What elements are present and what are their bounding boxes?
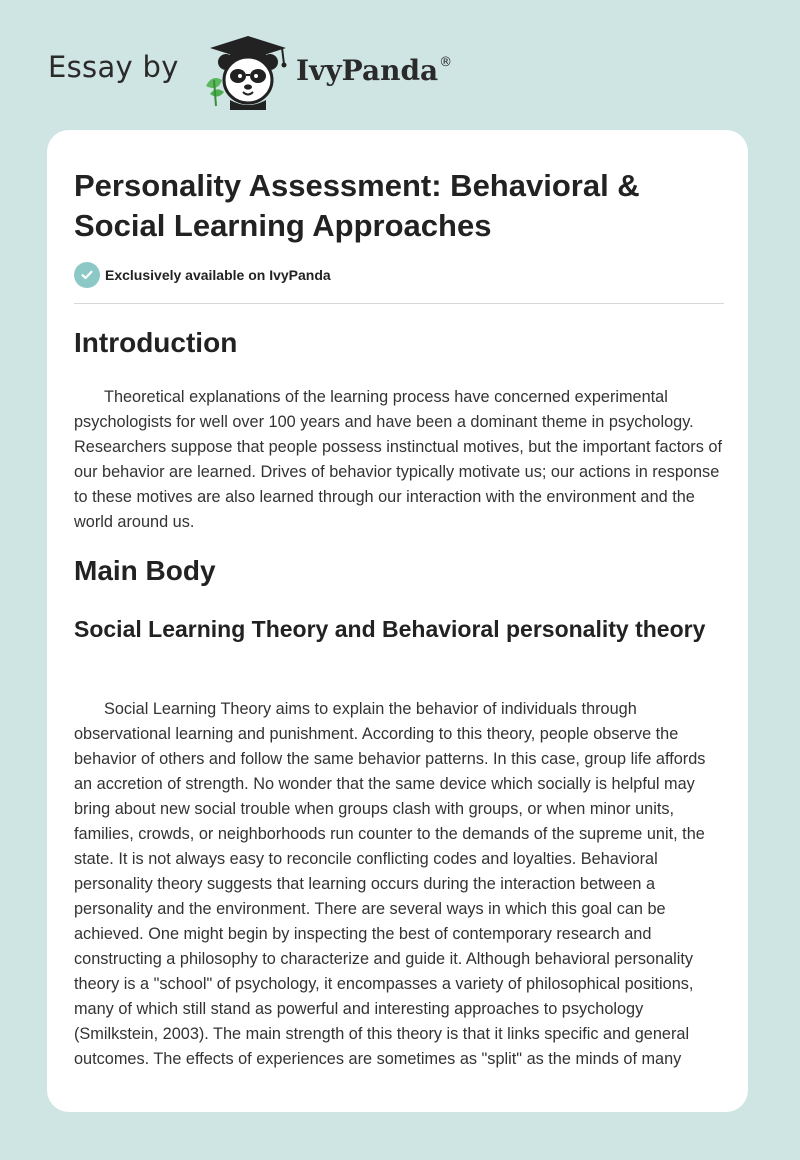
intro-paragraph: Theoretical explanations of the learning process have concerned experimental psychologists for well over 100 years and have been a dominant theme in psychology. Researchers suppose that people possess instinctual motives, but the important factors of our behavior are learned. Drives of behavior typically motivate us; our actions in response to these motives are also learned through our interaction with the environment and the world around us. [74,388,722,531]
section-heading-main-body: Main Body [74,555,216,586]
essay-by-label: Essay by [48,50,179,84]
check-circle-icon [74,262,100,288]
article-title: Personality Assessment: Behavioral & Social Learning Approaches [74,168,640,243]
section-heading-introduction: Introduction [74,327,238,358]
brand-text: IvyPanda [296,54,439,87]
divider [74,303,724,304]
panda-graduate-icon[interactable] [200,34,296,110]
article-card [47,130,748,1112]
exclusive-badge [74,262,331,288]
brand-name[interactable] [296,54,452,87]
site-header [0,0,800,120]
main-body-paragraph: Social Learning Theory aims to explain the behavior of individuals through observational learning and punishment. According to this theory, people observe the behavior of others and follow the same behavior patterns. In this case, group life affords an accretion of strength. No wonder that the same device which socially is helpful may bring about new social trouble when groups clash with groups, or when minor units, families, crowds, or neighborhoods run counter to the demands of the supreme unit, the state. It is not always easy to reconcile conflicting codes and loyalties. Behavioral personality theory suggests that learning occurs during the interaction between a personality and the environment. There are several ways in which this goal can be achieved. One might begin by inspecting the best of contemporary research and constructing a philosophy to characterize and guide it. Although behavioral personality theory is a "school" of psychology, it encompasses a variety of philosophical positions, many of which still stand as powerful and interesting approaches to psychology (Smilkstein, 2003). The main strength of this theory is that it links specific and general outcomes. The effects of experiences are sometimes as "split" as the minds of many [74,700,706,1068]
exclusive-label: Exclusively available on IvyPanda [105,267,331,283]
registered-mark: ® [439,55,453,70]
subsection-heading: Social Learning Theory and Behavioral personality theory [74,616,706,642]
